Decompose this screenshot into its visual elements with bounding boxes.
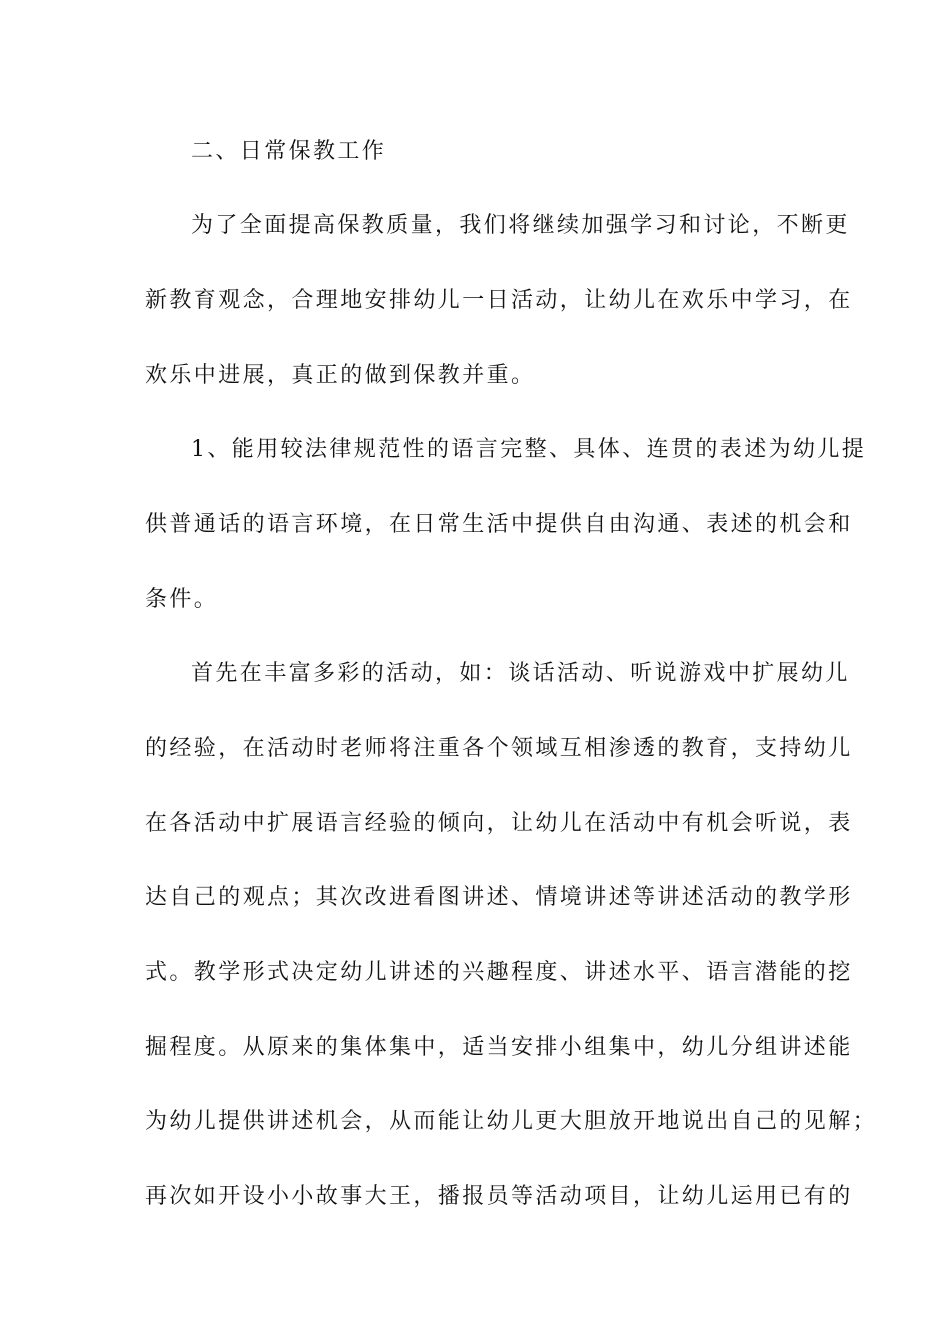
section-heading: 二、日常保教工作 [191, 139, 387, 164]
paragraph-line: 的经验，在活动时老师将注重各个领域互相渗透的教育，支持幼儿 [145, 736, 853, 761]
paragraph-line: 1、能用较法律规范性的语言完整、具体、连贯的表述为幼儿提 [191, 437, 867, 462]
paragraph-line: 再次如开设小小故事大王，播报员等活动项目，让幼儿运用已有的 [145, 1184, 853, 1209]
paragraph-line: 为了全面提高保教质量，我们将继续加强学习和讨论，不断更 [191, 213, 850, 238]
paragraph-line: 在各活动中扩展语言经验的倾向，让幼儿在活动中有机会听说，表 [145, 811, 853, 836]
paragraph-line: 式。教学形式决定幼儿讲述的兴趣程度、讲述水平、语言潜能的挖 [145, 960, 853, 985]
paragraph-line: 达自己的观点；其次改进看图讲述、情境讲述等讲述活动的教学形 [145, 885, 853, 910]
paragraph-line: 首先在丰富多彩的活动，如：谈话活动、听说游戏中扩展幼儿 [191, 661, 850, 686]
paragraph-line: 欢乐中进展，真正的做到保教并重。 [145, 363, 536, 388]
paragraph-line: 为幼儿提供讲述机会，从而能让幼儿更大胆放开地说出自己的见解； [145, 1109, 878, 1134]
paragraph-line: 掘程度。从原来的集体集中，适当安排小组集中，幼儿分组讲述能 [145, 1035, 853, 1060]
paragraph-line: 新教育观念，合理地安排幼儿一日活动，让幼儿在欢乐中学习，在 [145, 288, 853, 313]
paragraph-line: 条件。 [145, 587, 219, 612]
paragraph-line: 供普通话的语言环境，在日常生活中提供自由沟通、表述的机会和 [145, 512, 853, 537]
